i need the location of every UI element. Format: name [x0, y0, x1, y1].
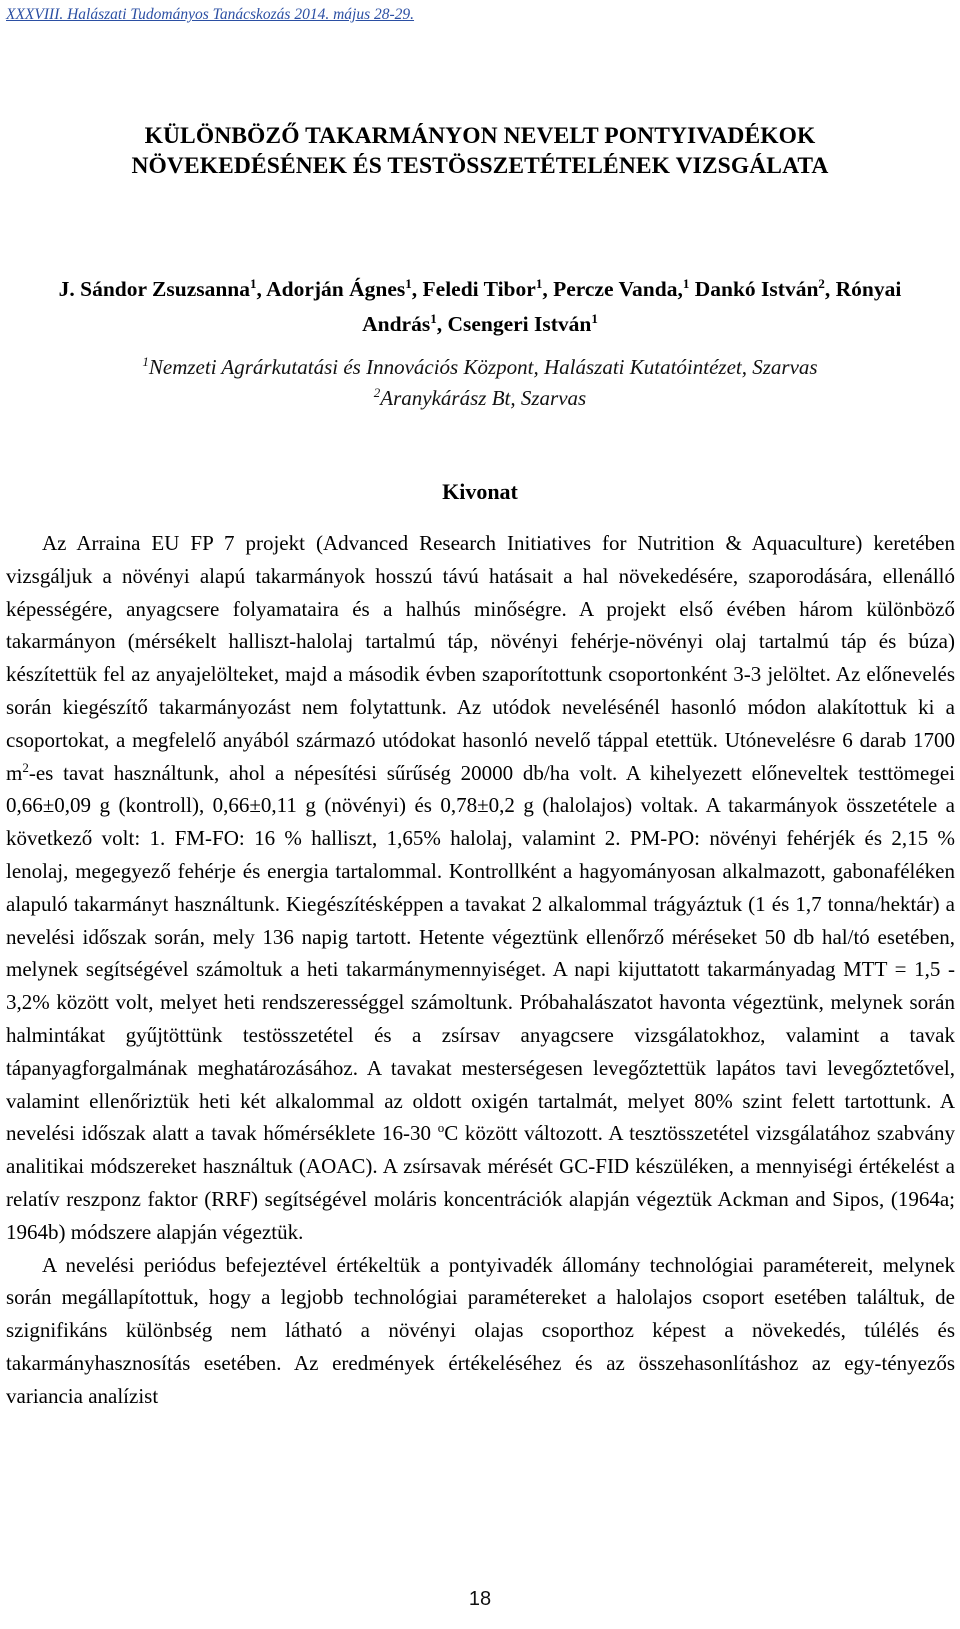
- affiliation-2: [20, 383, 940, 414]
- superscript: 2: [22, 759, 29, 775]
- author-affiliation-mark: 1: [535, 275, 543, 291]
- title-line-2: NÖVEKEDÉSÉNEK ÉS TESTÖSSZETÉTELÉNEK VIZSGÁLATA: [131, 153, 829, 179]
- affiliation-mark: 1: [142, 354, 149, 369]
- author-list: J. Sándor Zsuzsanna$^1$, Adorján Ágnes$^1$, Feledi Tibor$^1$, Percze Vanda,$^1$ Dankó István$^2$, Rónyai András$^1$, Csengeri István$^1$: [58, 275, 902, 336]
- affiliation-mark: 2: [373, 385, 381, 400]
- paragraph-text: -es tavat használtunk, ahol a népesítési sűrűség 20000 db/ha volt. A kihelyezett előneveltek testtömegei 0,66±0,09 g (kontroll), 0,66±0,11 g (növényi) és 0,78±0,2 g (halolajos) voltak. A takarmányok összetétele a következő volt: 1. FM-FO: 16 % halliszt, 1,65% halolaj, valamint 2. PM-PO: növényi fehérjék és 2,15 % lenolaj, megegyező fehérje és energia tartalommal. Kontrollként a hagyományosan alkalmazott, gabonaféléken alapuló takarmányt használtunk. Kiegészítésképpen a tavakat 2 alkalommal trágyáztuk (1 és 1,7 tonna/hektár) a nevelési időszak során, mely 136 napig tartott. Hetente végeztünk ellenőrző méréseket 50 db hal/tó esetében, melynek segítségével számoltuk a heti takarmánymennyiséget. A napi kijuttatott takarmányadag MTT = 1,5 - 3,2% között volt, melyet heti rendszerességgel számoltunk. Próbahalászatot havonta végeztünk, melynek során halmintákat gyűjtöttünk testösszetétel és a zsírsav anyagcsere vizsgálatokhoz, valamint a tavak tápanyagforgalmának meghatározásához. A tavakat mesterségesen levegőztettük lapátos tavi levegőztetővel, valamint ellenőriztük heti két alkalommal az oldott oxigén tartalmát, melyet 80% szint felett tartottunk. A nevelési időszak alatt a tavak hőmérséklete 16-30: [6, 760, 955, 1146]
- affiliations: [20, 352, 940, 414]
- author-name: Feledi Tibor: [422, 277, 536, 301]
- affiliation-text: Aranykárász Bt, Szarvas: [380, 386, 587, 410]
- affiliation-text: Nemzeti Agrárkutatási és Innovációs Központ, Halászati Kutatóintézet, Szarvas: [148, 355, 818, 379]
- author-affiliation-mark: 2: [818, 275, 825, 291]
- running-head: [6, 6, 414, 24]
- affiliation-1: [20, 352, 940, 383]
- superscript: o: [437, 1120, 445, 1136]
- author-affiliation-mark: 1: [430, 310, 437, 326]
- paragraph-text: C között változott. A tesztösszetétel vizsgálatához szabvány analitikai módszereket használtuk (AOAC). A zsírsavak mérését GC-FID készüléken, a mennyiségi értékelést a relatív reszponz faktor (RRF) segítségével moláris koncentrációk alapján végeztük Ackman and Sipos, (1964a; 1964b) módszere alapján végeztük.: [6, 1121, 955, 1244]
- author-name: Csengeri István: [447, 312, 592, 336]
- author-affiliation-mark: 1: [405, 275, 412, 291]
- paragraph-text: Az Arraina EU FP 7 projekt (Advanced Research Initiatives for Nutrition & Aquaculture) keretében vizsgáljuk a növényi alapú takarmányok hosszú távú hatásait a hal növekedésére, szaporodására, ellenálló képességére, anyagcsere folyamataira és a halhús minőségre. A projekt első évében három különböző takarmányon (mérsékelt halliszt-halolaj tartalmú táp, növényi fehérje-növényi olaj tartalmú táp és búza) készítettük fel az anyajelölteket, majd a második évben szaporítottunk csoportonként 3-3 jelöltet. Az előnevelés során kiegészítő takarmányozást nem folytattunk. Az utódok nevelésénél hasonló módon alakítottuk ki a csoportokat, a megfelelő anyából származó utódokat hasonló nevelő táppal etettük. Utónevelésre 6 darab 1700 m: [6, 531, 955, 785]
- author-name: Dankó István: [694, 277, 819, 301]
- running-head-text: XXXVIII. Halászati Tudományos Tanácskozás 2014. május 28-29.: [6, 6, 415, 23]
- abstract-heading: Kivonat: [442, 479, 518, 504]
- abstract-paragraph-1: [6, 527, 955, 1249]
- abstract-paragraph-2: A nevelési periódus befejeztével értékeltük a pontyivadék állomány technológiai paramétereit, melynek során megállapítottuk, hogy a legjobb technológiai paramétereket a halolajos csoport esetében találtuk, de szignifikáns különbség nem látható a növényi olajas csoporthoz képest a növekedés, túlélés és takarmányhasznosítás esetében. Az eredmények értékeléséhez és az összehasonlításhoz az egy-tényezős variancia analízist: [6, 1252, 955, 1408]
- author-affiliation-mark: 1: [250, 275, 257, 291]
- author-name: Adorján Ágnes: [266, 277, 406, 301]
- author-name: J. Sándor Zsuzsanna: [58, 277, 251, 301]
- author-name: Rónyai András: [362, 277, 902, 336]
- paper-title: [60, 121, 900, 181]
- page-number: 18: [468, 1588, 492, 1610]
- title-line-1: KÜLÖNBÖZŐ TAKARMÁNYON NEVELT PONTYIVADÉKOK: [144, 123, 816, 149]
- author-affiliation-mark: 1: [682, 275, 690, 291]
- author-affiliation-mark: 1: [591, 310, 598, 326]
- author-name: Percze Vanda,: [553, 277, 683, 301]
- abstract-body: [6, 527, 955, 1413]
